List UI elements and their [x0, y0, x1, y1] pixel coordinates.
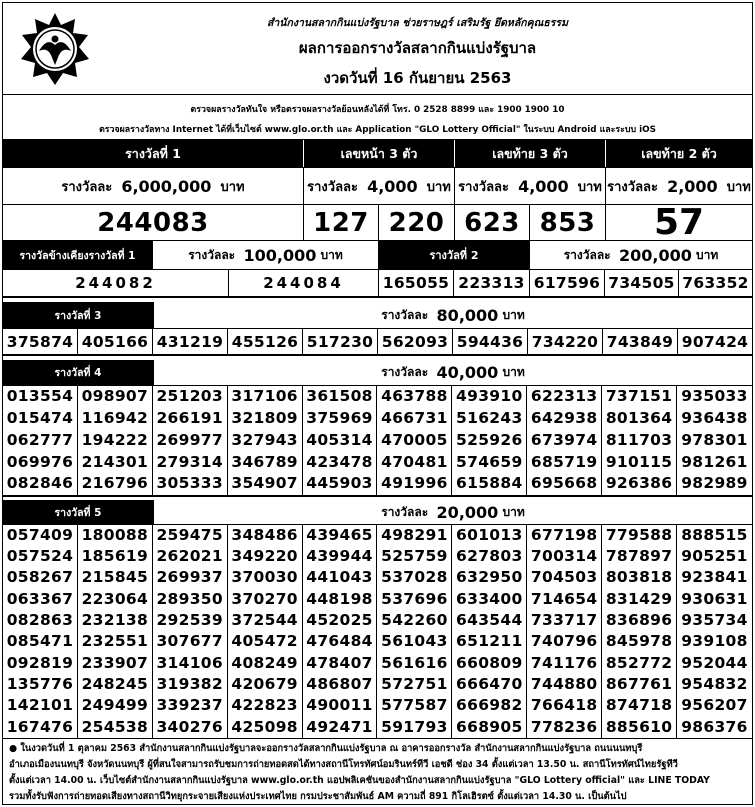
footer-line: รวมทั้งรับฟังการถ่ายทอดเสียงทางสถานีวิทยุกระจายเสียงแห่งประเทศไทย กรมประชาสัมพันธ์ AM ความถี่ 891 กิโลเฮิรตซ์ ตั้งแต่เวลา 14.30 น. เป็นต้นไป: [9, 791, 627, 802]
front3-label: เลขหน้า 3 ตัว: [304, 140, 455, 167]
fifth-prize-number: 292539: [156, 611, 223, 630]
glo-emblem-icon: [17, 11, 93, 87]
fifth-prize-number: 572751: [381, 674, 448, 693]
fifth-prize-number: 766418: [530, 696, 598, 715]
number-column: [228, 386, 303, 495]
fifth-prize-number: 490011: [306, 696, 373, 715]
adjacent-number: 244082: [3, 270, 229, 296]
adjacent-second-header-row: [3, 241, 752, 270]
fifth-prize-number: 135776: [6, 674, 74, 693]
fifth-prize-number: 831429: [605, 589, 673, 608]
fifth-prize-number: 233907: [81, 653, 149, 672]
number-column: [153, 525, 228, 738]
fourth-prize-number: 982989: [681, 474, 748, 493]
fifth-prize-number: 888515: [681, 525, 748, 544]
fifth-prize-number: 058267: [6, 568, 74, 587]
third-prize-number: 743849: [603, 329, 678, 354]
fifth-prize-number: 057409: [6, 525, 74, 544]
third-prize-label: รางวัลที่ 3: [3, 302, 154, 328]
fifth-prize-number: 248245: [81, 674, 149, 693]
fifth-prize-number: 092819: [6, 653, 74, 672]
number-column: [78, 525, 153, 738]
fifth-prize-number: 063367: [6, 589, 74, 608]
fourth-prize-number: 981261: [681, 452, 748, 471]
fifth-prize-number: 232551: [81, 632, 149, 651]
number-column: [303, 386, 378, 495]
fifth-prize-number: 314106: [156, 653, 223, 672]
fourth-prize-number: 266191: [156, 408, 223, 427]
fourth-prize-number: 615884: [456, 474, 523, 493]
fourth-prize-number: 493910: [456, 387, 523, 406]
fourth-prize-number: 098907: [81, 387, 149, 406]
second-prize-number: 734505: [605, 270, 679, 296]
fourth-prize-number: 685719: [530, 452, 598, 471]
third-prize-number: 517230: [303, 329, 378, 354]
fifth-prize-number: 845978: [605, 632, 673, 651]
top-prize-number-row: [3, 202, 752, 243]
fifth-prize-number: 057524: [6, 547, 74, 566]
fifth-prize-number: 651211: [456, 632, 523, 651]
fourth-prize-number: 375969: [306, 408, 373, 427]
fifth-prize-number: 632950: [456, 568, 523, 587]
fourth-prize-number: 910115: [605, 452, 673, 471]
fourth-prize-number: 470005: [381, 430, 448, 449]
fourth-prize-number: 516243: [456, 408, 523, 427]
fourth-prize-number: 361508: [306, 387, 373, 406]
fifth-prize-number: 339237: [156, 696, 223, 715]
front3-amount: รางวัลละ 4,000 บาท: [304, 168, 455, 204]
fifth-prize-number: 180088: [81, 525, 149, 544]
fifth-prize-number: 405472: [231, 632, 298, 651]
fifth-prize-number: 422823: [231, 696, 298, 715]
fourth-prize-number: 321809: [231, 408, 298, 427]
fifth-prize-number: 232138: [81, 611, 149, 630]
fourth-prize-number: 251203: [156, 387, 223, 406]
fifth-prize-number: 185619: [81, 547, 149, 566]
second-prize-label: รางวัลที่ 2: [379, 241, 530, 269]
footer-line: ● ในงวดวันที่ 1 ตุลาคม 2563 สำนักงานสลากกินแบ่งรัฐบาลจะออกรางวัลสลากกินแบ่งรัฐบาล ณ อาคารออกรางวัล สำนักงานสลากกินแบ่งรัฐบาล ถนนนนทบุรี: [9, 743, 643, 754]
fifth-prize-number: 601013: [456, 525, 523, 544]
fifth-prize-number: 340276: [156, 717, 223, 736]
fourth-prize-number: 015474: [6, 408, 74, 427]
number-column: [602, 386, 677, 495]
number-column: [377, 386, 452, 495]
top-prize-header-row: [3, 139, 752, 168]
third-prize-header-row: [3, 302, 752, 329]
third-prize-number: 405166: [78, 329, 153, 354]
fourth-prize-number: 936438: [681, 408, 748, 427]
fifth-prize-number: 787897: [605, 547, 673, 566]
fifth-prize-number: 486807: [306, 674, 373, 693]
fifth-prize-number: 778236: [530, 717, 598, 736]
footer-line: อำเภอเมืองนนทบุรี จังหวัดนนทบุรี ผู้ที่สนใจสามารถรับชมการถ่ายทอดสดได้ทางสถานีโทรทัศน์อมรินทร์ทีวี เอชดี ช่อง 34 ตั้งแต่เวลา 13.50 น. สถานีโทรทัศน์ไทยรัฐทีวี: [9, 759, 678, 770]
fifth-prize-number: 448198: [306, 589, 373, 608]
fifth-prize-number: 986376: [681, 717, 748, 736]
fourth-prize-number: 116942: [81, 408, 149, 427]
fifth-prize-number: 319382: [156, 674, 223, 693]
fourth-prize-number: 470481: [381, 452, 448, 471]
adjacent-prize-label: รางวัลข้างเคียงรางวัลที่ 1: [3, 241, 153, 269]
third-prize-number: 594436: [453, 329, 528, 354]
first-prize-number: 244083: [3, 205, 304, 240]
fifth-prize-number: 867761: [605, 674, 673, 693]
fifth-prize-number: 740796: [530, 632, 598, 651]
front3-number: 127: [304, 205, 379, 240]
adjacent-number: 244084: [229, 270, 379, 296]
fifth-prize-number: 666470: [456, 674, 523, 693]
second-prize-number: 763352: [682, 274, 749, 292]
fifth-prize-number: 537696: [381, 589, 448, 608]
fifth-prize-number: 660809: [456, 653, 523, 672]
fifth-prize-number: 874718: [605, 696, 673, 715]
fifth-prize-number: 542260: [381, 611, 448, 630]
front3-number: 220: [379, 205, 455, 240]
fourth-prize-number: 069976: [6, 452, 74, 471]
fourth-prize-number: 466731: [381, 408, 448, 427]
fourth-prize-number: 622313: [530, 387, 598, 406]
fifth-prize-number: 370030: [231, 568, 298, 587]
adjacent-second-number-row: [3, 270, 752, 298]
number-column: [452, 386, 527, 495]
fourth-prize-number: 305333: [156, 474, 223, 493]
second-prize-amount: รางวัลละ 200,000 บาท: [563, 245, 719, 265]
fifth-prize-number: 439944: [306, 547, 373, 566]
number-column: [3, 525, 78, 738]
back2-number: 57: [653, 202, 705, 243]
back2-label: เลขท้าย 2 ตัว: [641, 145, 717, 161]
fifth-prize-number: 803818: [605, 568, 673, 587]
fourth-prize-number: 346789: [231, 452, 298, 471]
fifth-prize-number: 476484: [306, 632, 373, 651]
fifth-prize-number: 425098: [231, 717, 298, 736]
fourth-prize-number: 574659: [456, 452, 523, 471]
fourth-prize-number: 445903: [306, 474, 373, 493]
fifth-prize-number: 085471: [6, 632, 74, 651]
number-column: [602, 525, 677, 738]
fifth-prize-number: 439465: [306, 525, 373, 544]
fifth-prize-label: รางวัลที่ 5: [3, 500, 154, 524]
footer-notice: [9, 741, 746, 805]
number-column: [677, 525, 752, 738]
check-phone-info: ตรวจผลรางวัลทันใจ หรือตรวจผลรางวัลย้อนหลังได้ที่ โทร. 0 2528 8899 และ 1900 1900 10: [190, 105, 565, 115]
back3-number: 853: [530, 205, 606, 240]
fifth-prize-number: 700314: [530, 547, 598, 566]
first-prize-amount: รางวัลละ 6,000,000 บาท: [3, 168, 304, 204]
fourth-prize-number: 642938: [530, 408, 598, 427]
fourth-prize-number: 737151: [605, 387, 673, 406]
back3-number: 623: [455, 205, 530, 240]
back3-amount: รางวัลละ 4,000 บาท: [455, 168, 606, 204]
fifth-prize-number: 733717: [530, 611, 598, 630]
fourth-prize-number: 216796: [81, 474, 149, 493]
fourth-prize-number: 214301: [81, 452, 149, 471]
lottery-result-sheet: [2, 2, 753, 805]
fifth-prize-number: 836896: [605, 611, 673, 630]
header: [3, 3, 752, 95]
adjacent-prize-amount: รางวัลละ 100,000 บาท: [153, 241, 379, 269]
fifth-prize-number: 349220: [231, 547, 298, 566]
fourth-prize-number: 673974: [530, 430, 598, 449]
fifth-prize-number: 408249: [231, 653, 298, 672]
back3-label: เลขท้าย 3 ตัว: [455, 140, 606, 167]
fifth-prize-number: 677198: [530, 525, 598, 544]
page-title: ผลการออกรางวัลสลากกินแบ่งรัฐบาล: [298, 39, 537, 57]
fifth-prize-number: 852772: [605, 653, 673, 672]
fifth-prize-number-grid: [3, 525, 752, 739]
fifth-prize-number: 956207: [681, 696, 748, 715]
third-prize-number: 562093: [378, 329, 453, 354]
fifth-prize-number: 939108: [681, 632, 748, 651]
fifth-prize-number: 478407: [306, 653, 373, 672]
fifth-prize-amount: รางวัลละ 20,000 บาท: [381, 502, 525, 522]
fifth-prize-number: 167476: [6, 717, 74, 736]
fourth-prize-number: 194222: [81, 430, 149, 449]
fifth-prize-number: 643544: [456, 611, 523, 630]
fifth-prize-number: 269937: [156, 568, 223, 587]
fifth-prize-number: 577587: [381, 696, 448, 715]
back2-amount: รางวัลละ 2,000 บาท: [607, 176, 751, 196]
fifth-prize-number: 952044: [681, 653, 748, 672]
fifth-prize-number: 348486: [231, 525, 298, 544]
fourth-prize-number: 926386: [605, 474, 673, 493]
fifth-prize-number: 561616: [381, 653, 448, 672]
fifth-prize-number: 741176: [530, 653, 598, 672]
fourth-prize-number: 279314: [156, 452, 223, 471]
fifth-prize-number: 215845: [81, 568, 149, 587]
fifth-prize-number: 370270: [231, 589, 298, 608]
fifth-prize-number: 262021: [156, 547, 223, 566]
fifth-prize-number: 525759: [381, 547, 448, 566]
fifth-prize-number: 714654: [530, 589, 598, 608]
fifth-prize-number: 307677: [156, 632, 223, 651]
fifth-prize-number: 633400: [456, 589, 523, 608]
fourth-prize-number: 082846: [6, 474, 74, 493]
fifth-prize-number: 254538: [81, 717, 149, 736]
second-prize-number: 165055: [379, 270, 454, 296]
check-internet-info: ตรวจผลรางวัลทาง Internet ได้ที่เว็บไซต์ www.glo.or.th และ Application "GLO Lottery Official" ในระบบ Android และระบบ iOS: [99, 125, 656, 135]
fifth-prize-number: 954832: [681, 674, 748, 693]
fifth-prize-number: 142101: [6, 696, 74, 715]
fourth-prize-number: 405314: [306, 430, 373, 449]
third-prize-number: 734220: [528, 329, 603, 354]
fifth-prize-number: 935734: [681, 611, 748, 630]
number-column: [527, 386, 602, 495]
fourth-prize-number: 327943: [231, 430, 298, 449]
fifth-prize-number: 561043: [381, 632, 448, 651]
fifth-prize-number: 591793: [381, 717, 448, 736]
number-column: [677, 386, 752, 495]
number-column: [377, 525, 452, 738]
fourth-prize-number: 317106: [231, 387, 298, 406]
second-prize-number: 223313: [454, 270, 530, 296]
fourth-prize-number: 935033: [681, 387, 748, 406]
number-column: [3, 386, 78, 495]
fifth-prize-number: 082863: [6, 611, 74, 630]
fourth-prize-amount: รางวัลละ 40,000 บาท: [381, 363, 525, 382]
number-column: [527, 525, 602, 738]
fifth-prize-number: 537028: [381, 568, 448, 587]
third-prize-number: 375874: [3, 329, 78, 354]
fourth-prize-number: 695668: [530, 474, 598, 493]
fifth-prize-number: 249499: [81, 696, 149, 715]
footer-line: ตั้งแต่เวลา 14.00 น. เว็บไซต์สำนักงานสลากกินแบ่งรัฐบาล www.glo.or.th แอปพลิเคชันของสำนักงานสลากกินแบ่งรัฐบาล "GLO Lottery official" และ LINE TODAY: [9, 775, 710, 786]
fourth-prize-label: รางวัลที่ 4: [3, 360, 154, 385]
third-prize-number: 907424: [681, 332, 749, 351]
fourth-prize-number: 978301: [681, 430, 748, 449]
fourth-prize-number: 801364: [605, 408, 673, 427]
fifth-prize-number: 492471: [306, 717, 373, 736]
fifth-prize-number: 627803: [456, 547, 523, 566]
first-prize-label: รางวัลที่ 1: [3, 140, 304, 167]
fifth-prize-number: 420679: [231, 674, 298, 693]
fifth-prize-number: 441043: [306, 568, 373, 587]
fifth-prize-number: 923841: [681, 568, 748, 587]
fourth-prize-number: 525926: [456, 430, 523, 449]
fifth-prize-header-row: [3, 500, 752, 525]
number-column: [153, 386, 228, 495]
fourth-prize-number: 062777: [6, 430, 74, 449]
third-prize-number: 455126: [228, 329, 303, 354]
number-column: [78, 386, 153, 495]
fifth-prize-number: 666982: [456, 696, 523, 715]
fifth-prize-number: 905251: [681, 547, 748, 566]
fourth-prize-number: 013554: [6, 387, 74, 406]
third-prize-number-row: [3, 329, 752, 356]
second-prize-number: 617596: [530, 270, 605, 296]
fourth-prize-number-grid: [3, 386, 752, 497]
fourth-prize-number: 354907: [231, 474, 298, 493]
number-column: [303, 525, 378, 738]
number-column: [452, 525, 527, 738]
third-prize-amount: รางวัลละ 80,000 บาท: [381, 305, 525, 325]
fifth-prize-number: 744880: [530, 674, 598, 693]
top-prize-amount-row: [3, 168, 752, 205]
fifth-prize-number: 779588: [605, 525, 673, 544]
fifth-prize-number: 885610: [605, 717, 673, 736]
number-column: [228, 525, 303, 738]
org-motto: สำนักงานสลากกินแบ่งรัฐบาล ช่วยราษฎร์ เสริมรัฐ ยึดหลักคุณธรรม: [267, 17, 568, 29]
fourth-prize-number: 423478: [306, 452, 373, 471]
fifth-prize-number: 372544: [231, 611, 298, 630]
fifth-prize-number: 704503: [530, 568, 598, 587]
fifth-prize-number: 498291: [381, 525, 448, 544]
draw-date: งวดวันที่ 16 กันยายน 2563: [323, 69, 512, 87]
third-prize-number: 431219: [153, 329, 228, 354]
fifth-prize-number: 452025: [306, 611, 373, 630]
fifth-prize-number: 289350: [156, 589, 223, 608]
fourth-prize-header-row: [3, 360, 752, 386]
fourth-prize-number: 491996: [381, 474, 448, 493]
fifth-prize-number: 930631: [681, 589, 748, 608]
fourth-prize-number: 811703: [605, 430, 673, 449]
fifth-prize-number: 223064: [81, 589, 149, 608]
fourth-prize-number: 269977: [156, 430, 223, 449]
fourth-prize-number: 463788: [381, 387, 448, 406]
fifth-prize-number: 259475: [156, 525, 223, 544]
fifth-prize-number: 668905: [456, 717, 523, 736]
